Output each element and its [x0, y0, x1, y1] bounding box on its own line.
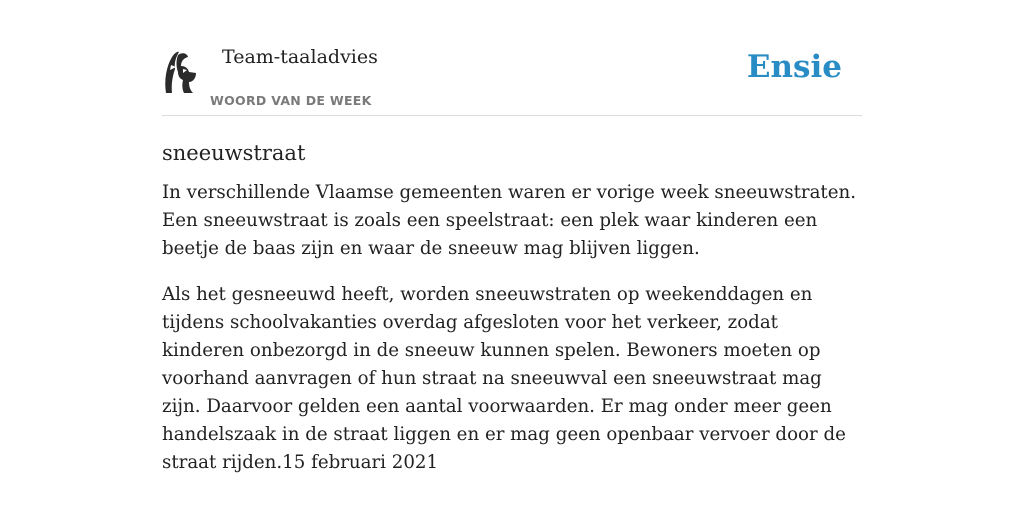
- word-of-the-week-card: [162, 40, 862, 495]
- ensie-logo[interactable]: Ensie: [746, 49, 842, 85]
- card-header: [162, 40, 862, 116]
- article-body: [162, 179, 862, 477]
- section-label: WOORD VAN DE WEEK: [210, 93, 372, 108]
- flemish-lion-logo-icon: [162, 49, 198, 95]
- article-paragraph-last: [162, 281, 862, 477]
- article-paragraph: In verschillende Vlaamse gemeenten waren er vorige week sneeuwstraten. Een sneeuwstraat is zoals een speelstraat: een plek waar kinderen een beetje de baas zijn en waar de sneeuw mag blijven liggen.: [162, 182, 857, 259]
- publication-date: 15 februari 2021: [282, 452, 439, 473]
- article-title: sneeuwstraat: [162, 141, 306, 165]
- article-paragraph-text: Als het gesneeuwd heeft, worden sneeuwstraten op weekenddagen en tijdens schoolvakanties overdag afgesloten voor het verkeer, zodat kinderen onbezorgd in de sneeuw kunnen spelen. Bewoners moeten op voorhand aanvragen of hun straat na sneeuwval een sneeuwstraat mag zijn. Daarvoor gelden een aantal voorwaarden. Er mag onder meer geen handelszaak in de straat liggen en er mag geen openbaar vervoer door de straat rijden.: [162, 284, 846, 473]
- author-name: Team-taaladvies: [222, 46, 378, 68]
